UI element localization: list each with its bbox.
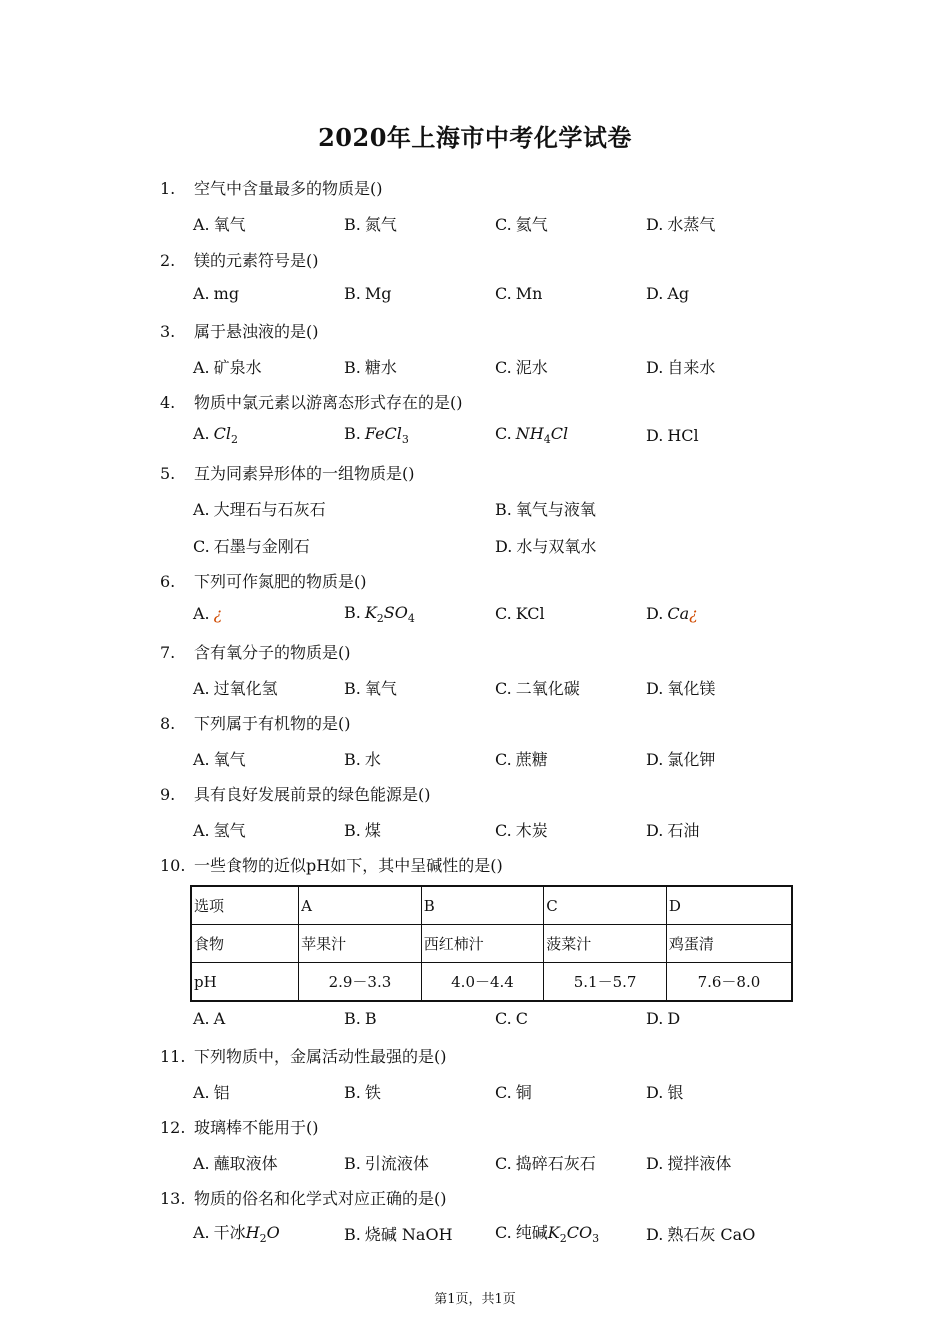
table-row	[191, 963, 792, 1002]
q3-option-b: B. 糖水	[344, 358, 397, 377]
question-5: 5. 互为同素异形体的一组物质是()	[160, 464, 415, 483]
table-cell: 食物	[191, 925, 299, 963]
q11-option-a: A. 铝	[193, 1083, 230, 1102]
q9-option-b: B. 煤	[344, 821, 381, 840]
page-title: 2020年上海市中考化学试卷	[318, 123, 632, 152]
q12-option-c: C. 捣碎石灰石	[495, 1154, 596, 1173]
table-cell: pH	[191, 963, 299, 1002]
q1-option-b: B. 氮气	[344, 215, 397, 234]
table-cell: 4.0－4.4	[421, 963, 544, 1002]
table-cell: 鸡蛋清	[666, 925, 792, 963]
q12-option-b: B. 引流液体	[344, 1154, 429, 1173]
q9-option-a: A. 氢气	[193, 821, 246, 840]
question-13: 13. 物质的俗名和化学式对应正确的是()	[160, 1189, 447, 1208]
q4-option-d: D. HCl	[646, 426, 699, 445]
q11-option-b: B. 铁	[344, 1083, 381, 1102]
table-cell: 选项	[191, 886, 299, 925]
q8-option-d: D. 氯化钾	[646, 750, 716, 769]
q3-option-a: A. 矿泉水	[193, 358, 262, 377]
q6-option-a: A. ¿	[193, 604, 223, 623]
q5-option-d: D. 水与双氧水	[495, 537, 597, 556]
q1-option-d: D. 水蒸气	[646, 215, 716, 234]
q11-option-d: D. 银	[646, 1083, 684, 1102]
table-row	[191, 925, 792, 963]
q5-option-a: A. 大理石与石灰石	[193, 500, 326, 519]
question-10: 10. 一些食物的近似pH如下，其中呈碱性的是()	[160, 856, 503, 875]
q10-option-b: B. B	[344, 1009, 377, 1028]
table-cell: 5.1－5.7	[544, 963, 667, 1002]
table-row	[191, 886, 792, 925]
q3-option-d: D. 自来水	[646, 358, 716, 377]
question-3: 3. 属于悬浊液的是()	[160, 322, 319, 341]
table-cell: 2.9－3.3	[299, 963, 422, 1002]
question-1: 1. 空气中含量最多的物质是()	[160, 179, 383, 198]
question-4: 4. 物质中氯元素以游离态形式存在的是()	[160, 393, 463, 412]
q8-option-a: A. 氧气	[193, 750, 246, 769]
q8-option-b: B. 水	[344, 750, 381, 769]
page-footer: 第1页，共1页	[434, 1292, 516, 1307]
q6-option-d: D. Ca¿	[646, 604, 698, 623]
q5-option-c: C. 石墨与金刚石	[193, 537, 310, 556]
q2-option-b: B. Mg	[344, 284, 392, 303]
q4-option-a: A. $Cl_2$	[193, 424, 238, 447]
q2-option-d: D. Ag	[646, 284, 690, 303]
q7-option-b: B. 氧气	[344, 679, 397, 698]
q1-option-c: C. 氦气	[495, 215, 548, 234]
q4-option-b: B. FeCl$_3$	[344, 424, 409, 447]
question-12: 12. 玻璃棒不能用于()	[160, 1118, 319, 1137]
question-7: 7. 含有氧分子的物质是()	[160, 643, 351, 662]
q7-option-a: A. 过氧化氢	[193, 679, 278, 698]
table-cell: B	[421, 886, 544, 925]
question-9: 9. 具有良好发展前景的绿色能源是()	[160, 785, 431, 804]
q10-option-a: A. A	[193, 1009, 226, 1028]
q6-option-c: C. KCl	[495, 604, 545, 623]
q12-option-a: A. 蘸取液体	[193, 1154, 278, 1173]
table-cell: 苹果汁	[299, 925, 422, 963]
question-8: 8. 下列属于有机物的是()	[160, 714, 351, 733]
q9-option-c: C. 木炭	[495, 821, 548, 840]
q12-option-d: D. 搅拌液体	[646, 1154, 732, 1173]
table-cell: C	[544, 886, 667, 925]
q13-option-c: C. 纯碱$K_2CO_3$	[495, 1223, 600, 1246]
q5-option-b: B. 氧气与液氧	[495, 500, 596, 519]
q4-option-c: C. $NH_4Cl$	[495, 424, 569, 447]
table-cell: 7.6－8.0	[666, 963, 792, 1002]
q3-option-c: C. 泥水	[495, 358, 548, 377]
q11-option-c: C. 铜	[495, 1083, 532, 1102]
ph-table	[190, 885, 793, 1002]
question-6: 6. 下列可作氮肥的物质是()	[160, 572, 367, 591]
table-cell: D	[666, 886, 792, 925]
question-11: 11. 下列物质中，金属活动性最强的是()	[160, 1047, 447, 1066]
q9-option-d: D. 石油	[646, 821, 700, 840]
table-cell: A	[299, 886, 422, 925]
q7-option-c: C. 二氧化碳	[495, 679, 580, 698]
question-2: 2. 镁的元素符号是()	[160, 251, 319, 270]
q2-option-a: A. mg	[193, 284, 240, 303]
q2-option-c: C. Mn	[495, 284, 543, 303]
table-cell: 西红柿汁	[421, 925, 544, 963]
q13-option-b: B. 烧碱 NaOH	[344, 1225, 453, 1244]
q1-option-a: A. 氧气	[193, 215, 246, 234]
q6-option-b: B. $K_2SO_4$	[344, 603, 415, 626]
q13-option-a: A. 干冰$H_2O$	[193, 1223, 280, 1246]
q10-option-c: C. C	[495, 1009, 529, 1028]
table-cell: 菠菜汁	[544, 925, 667, 963]
q8-option-c: C. 蔗糖	[495, 750, 548, 769]
q10-option-d: D. D	[646, 1009, 681, 1028]
q7-option-d: D. 氧化镁	[646, 679, 716, 698]
q13-option-d: D. 熟石灰 CaO	[646, 1225, 756, 1244]
